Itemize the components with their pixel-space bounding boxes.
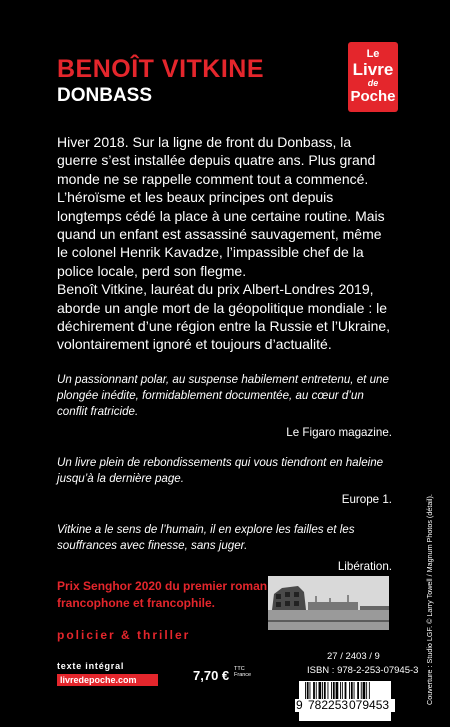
quote-source: Libération. [337, 560, 392, 573]
synopsis-paragraph-2: Benoît Vitkine, lauréat du prix Albert-Londres 2019, aborde un angle mort de la géopolitique mondiale : le déchirement d’une région entre la Russie et l’Ukraine, volontairement ignoré et toujours d’actualité. [57, 281, 391, 353]
author-name: BENOÎT VITKINE [57, 55, 265, 83]
edition-label: texte intégral [57, 661, 125, 671]
website-link[interactable]: livredepoche.com [57, 674, 158, 686]
quote-text: Un livre plein de rebondissements qui vous tiendront en haleine jusqu’à la dernière page. [57, 456, 384, 485]
press-quote [57, 372, 392, 441]
press-quote [57, 522, 392, 575]
press-quotes [57, 372, 392, 589]
barcode-digits [295, 699, 395, 712]
isbn: ISBN : 978-2-253-07945-3 [307, 665, 419, 676]
barcode-group-2: 079453 [349, 698, 390, 712]
cover-credit: Couverture : Studio LGF. © Larry Towell / Magnum Photos (détail). [425, 494, 434, 705]
press-quote [57, 455, 392, 508]
barcode-group-1: 782253 [308, 698, 349, 712]
cover-photo-thumbnail [268, 576, 389, 630]
book-title: DONBASS [57, 85, 153, 106]
barcode-digit-first: 9 [296, 698, 303, 712]
quote-source: Europe 1. [341, 493, 392, 506]
prize-statement: Prix Senghor 2020 du premier roman francophone et francophile. [57, 579, 268, 610]
logo-line-de: de [367, 78, 379, 88]
quote-text: Un passionnant polar, au suspense habilement entretenu, et une plongée inédite, formidablement documentée, au cœur d’un conflit fratricide. [57, 373, 389, 418]
price-tax-ttc: TTC [234, 666, 245, 672]
price: 7,70 € [193, 668, 230, 683]
quote-text: Vitkine a le sens de l’humain, il en explore les failles et les souffrances avec finesse, sans juger. [57, 523, 355, 552]
synopsis-paragraph-1: Hiver 2018. Sur la ligne de front du Donbass, la guerre s’est installée depuis quatre ans. Plus grand monde ne se rappelle comment tout a commencé. L’héroïsme et les beaux principes ont depuis longtemps cédé la place à une certaine routine. Mais quand un enfant est assassiné sauvagement, même le colonel Henrik Kavadze, l’impassible chef de la police locale, perd son flegme. [57, 134, 385, 279]
quote-source: Le Figaro magazine. [286, 426, 392, 439]
catalog-reference: 27 / 2403 / 9 [327, 651, 380, 662]
genre-label: policier & thriller [57, 628, 191, 642]
logo-line-poche: Poche [350, 88, 396, 105]
price-tax-note [234, 666, 251, 678]
synopsis [57, 133, 392, 354]
logo-line-le: Le [366, 48, 380, 60]
publisher-logo [348, 42, 398, 112]
price-tax-country: France [234, 672, 252, 678]
logo-line-livre: Livre [352, 60, 394, 79]
